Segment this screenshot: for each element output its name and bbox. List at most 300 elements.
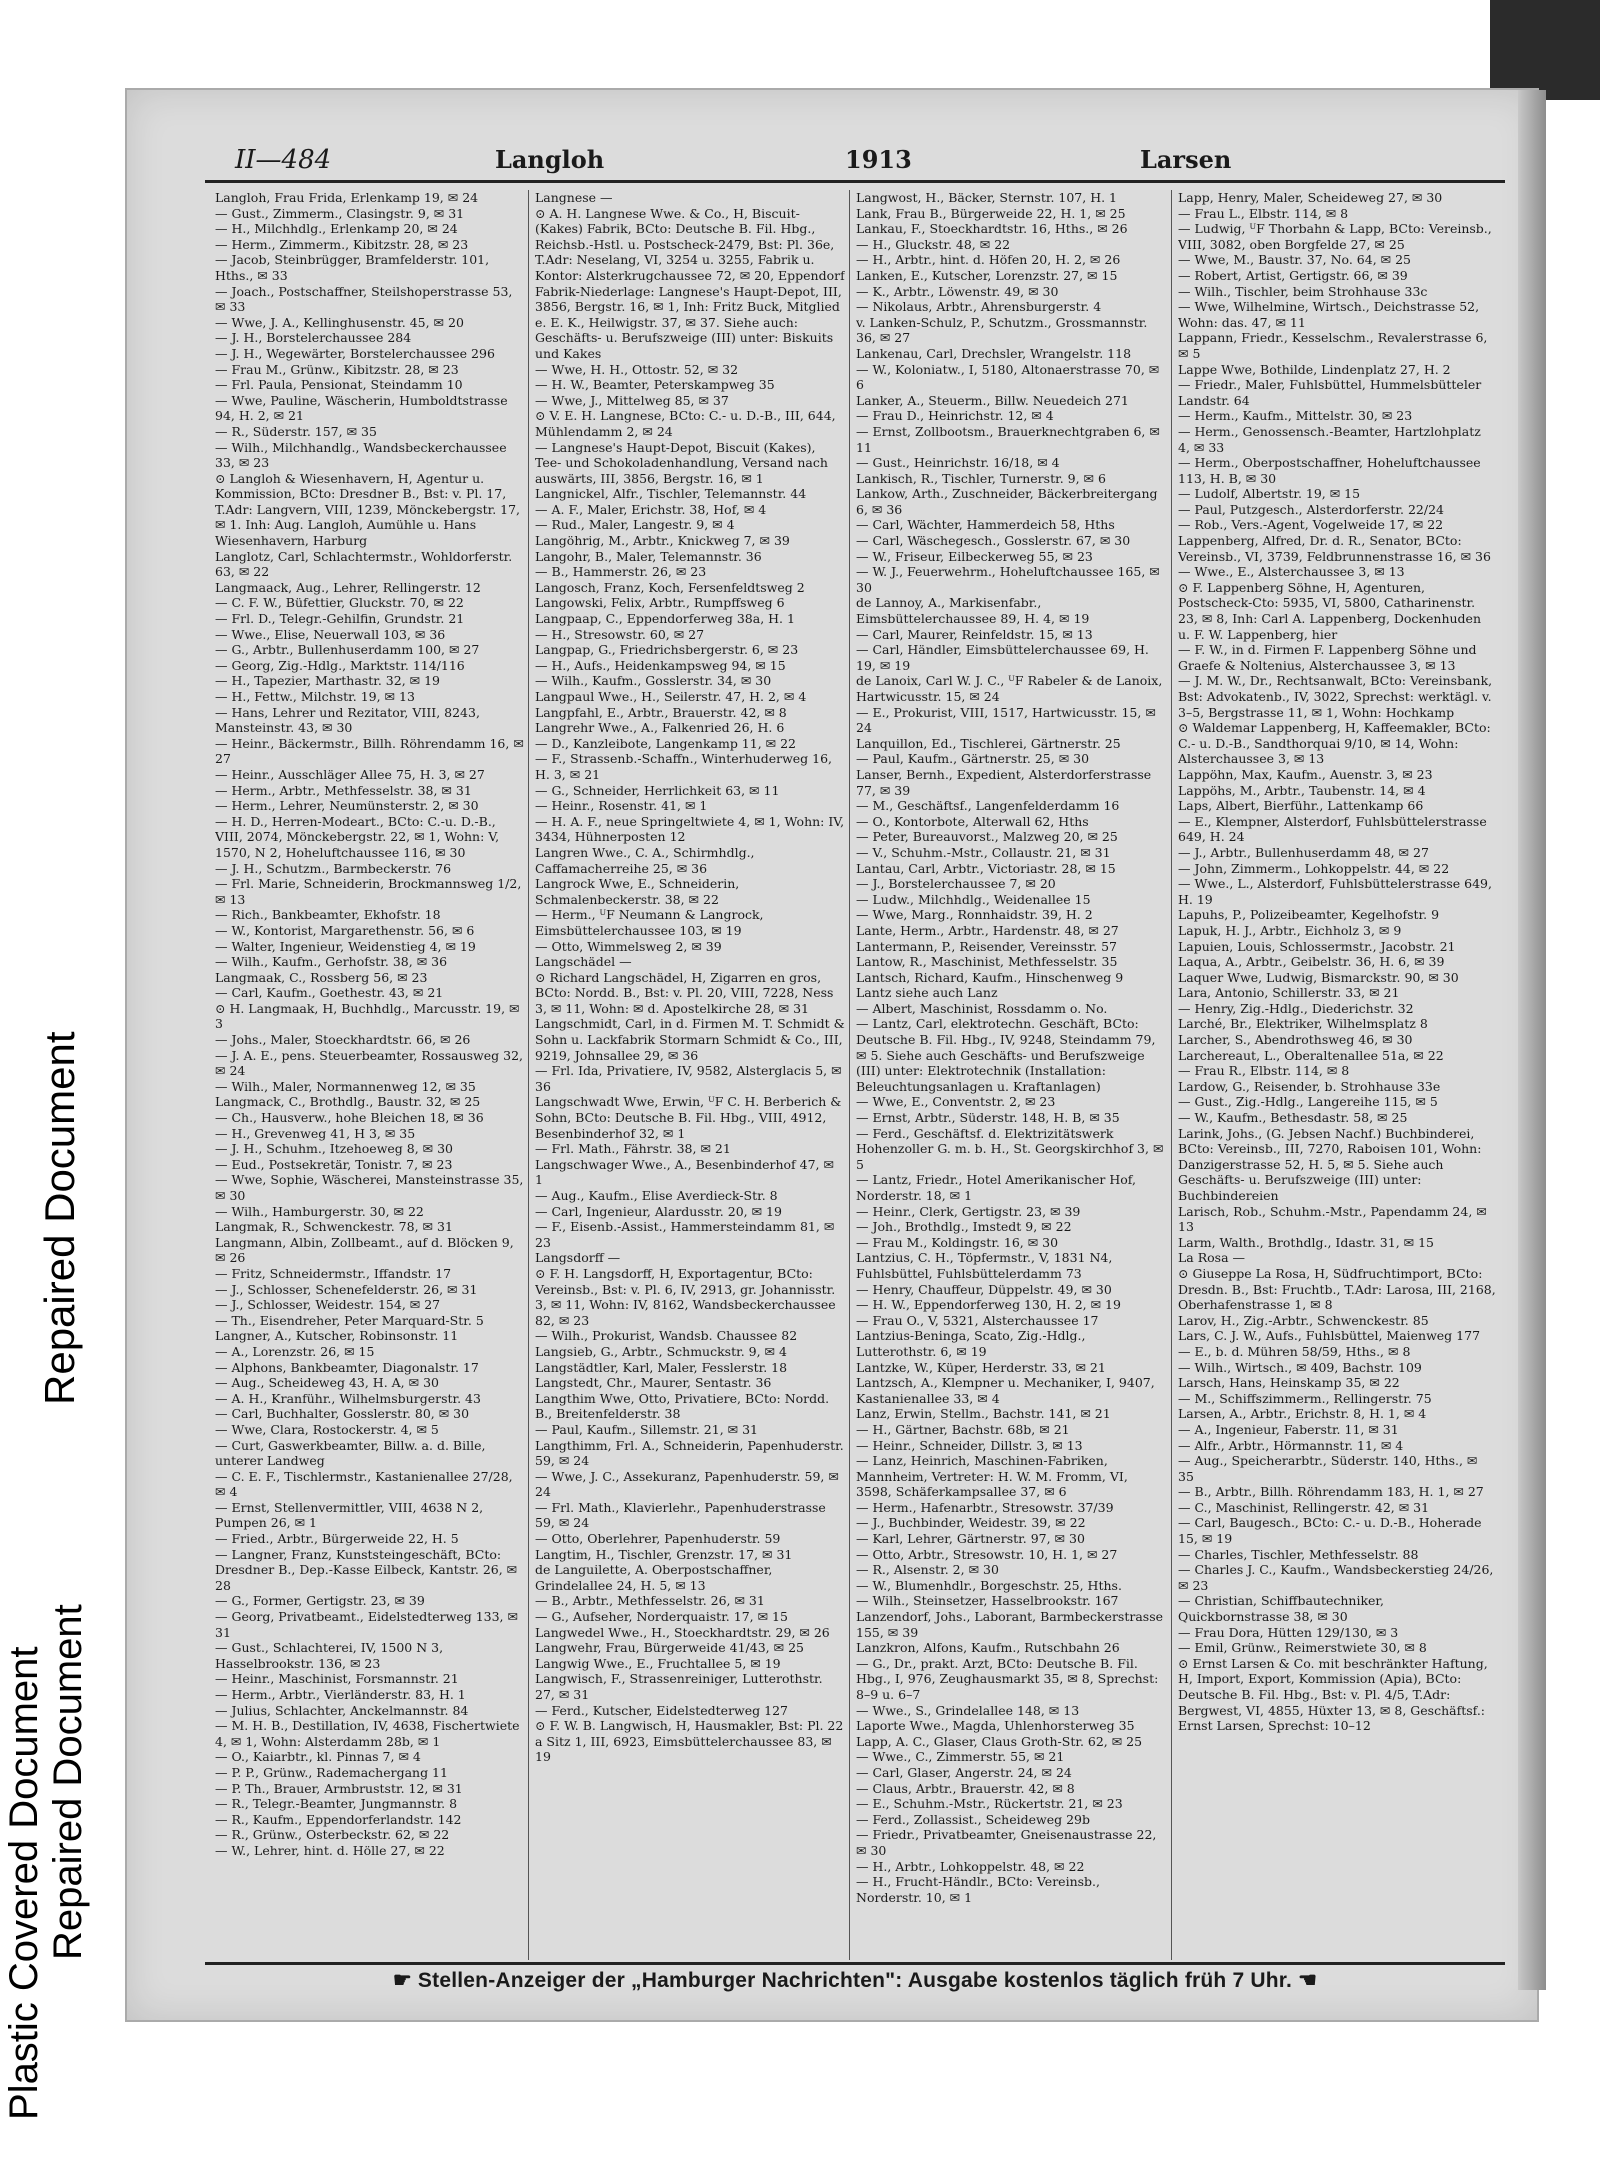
directory-entry: — H. D., Herren-Modeart., BCto: C.-u. D.-B., VIII, 2074, Mönckebergstr. 22, ✉ 1, Wohn: V, 1570, N 2, Hoheluftchaussee 116, ✉ 30 (215, 813, 500, 860)
directory-entry: Lantau, Carl, Arbtr., Victoriastr. 28, ✉ 15 (856, 860, 1116, 876)
directory-entry: — Claus, Arbtr., Brauerstr. 42, ✉ 8 (856, 1780, 1075, 1796)
directory-entry: Lankenau, Carl, Drechsler, Wrangelstr. 118 (856, 345, 1132, 361)
directory-entry: — K., Arbtr., Löwenstr. 49, ✉ 30 (856, 283, 1059, 299)
directory-entry: — R., Grünw., Osterbeckstr. 62, ✉ 22 (215, 1827, 450, 1843)
directory-entry: — Wilh., Wirtsch., ✉ 409, Bachstr. 109 (1178, 1359, 1422, 1375)
directory-entry: — Carl, Wächter, Hammerdeich 58, Hths (856, 517, 1115, 533)
directory-entry: — M., Geschäftsf., Langenfelderdamm 16 (856, 798, 1120, 814)
header-rule (205, 180, 1505, 183)
directory-entry: — H., Grevenweg 41, H 3, ✉ 35 (215, 1125, 416, 1141)
directory-entry: — Frl. Marie, Schneiderin, Brockmannsweg 1/2, ✉ 13 (215, 876, 522, 907)
directory-entry: — H., Gärtner, Bachstr. 68b, ✉ 21 (856, 1421, 1070, 1437)
directory-entry: Langtim, H., Tischler, Grenzstr. 17, ✉ 31 (535, 1546, 793, 1562)
directory-entry: — Frau R., Elbstr. 114, ✉ 8 (1178, 1063, 1350, 1079)
directory-entry: Lanker, A., Steuerm., Billw. Neuedeich 271 (856, 392, 1129, 408)
directory-entry: Langren Wwe., C. A., Schirmhdlg., Caffamacherreihe 25, ✉ 36 (535, 844, 755, 876)
directory-entry: — H., Arbtr., hint. d. Höfen 20, H. 2, ✉ 26 (856, 252, 1121, 268)
directory-entry: — M., Schiffszimmerm., Rellingerstr. 75 (1178, 1390, 1432, 1406)
directory-entry: — J., Schlosser, Schenefelderstr. 26, ✉ 31 (215, 1281, 478, 1297)
directory-entry: — F., Eisenb.-Assist., Hammersteindamm 81, ✉ 23 (535, 1219, 835, 1250)
directory-entry: ⊙ Richard Langschädel, H, Zigarren en gros, BCto: Nordd. B., Bst: v. Pl. 20, VIII, 7228, Ness 3, ✉ 11, Wohn: ✉ d. Apostelkirche 28, ✉ 31 (535, 969, 834, 1016)
directory-entry: Lanken, E., Kutscher, Lorenzstr. 27, ✉ 15 (856, 267, 1118, 283)
directory-entry: — Carl, Ingenieur, Alardusstr. 20, ✉ 19 (535, 1203, 782, 1219)
header-year: 1913 (845, 145, 912, 174)
directory-entry: — Gust., Zig.-Hdlg., Langereihe 115, ✉ 5 (1178, 1094, 1438, 1110)
directory-entry: — Lantz, Friedr., Hotel Amerikanischer Hof, Norderstr. 18, ✉ 1 (856, 1172, 1136, 1203)
directory-entry: Langmack, C., Brothdlg., Baustr. 32, ✉ 25 (215, 1094, 481, 1110)
directory-entry: — J. M. W., Dr., Rechtsanwalt, BCto: Vereinsbank, Bst: Advokatenb., IV, 3022, Sprechst: werktägl. v. 3–5, Bergstrasse 11, ✉ 1, Wohn: Hochkamp (1178, 673, 1493, 720)
directory-entry: — Georg, Privatbeamt., Eidelstedterweg 133, ✉ 31 (215, 1609, 518, 1640)
directory-entry: Lantermann, P., Reisender, Vereinsstr. 57 (856, 938, 1117, 954)
directory-entry: Larsen, A., Arbtr., Erichstr. 8, H. 1, ✉ 4 (1178, 1406, 1427, 1422)
directory-entry: — Heinr., Maschinist, Forsmannstr. 21 (215, 1671, 459, 1687)
directory-entry: — Herm., Oberpostschaffner, Hoheluftchaussee 113, H. B, ✉ 30 (1178, 455, 1481, 486)
directory-entry: Laporte Wwe., Magda, Uhlenhorsterweg 35 (856, 1718, 1135, 1734)
directory-entry: — Otto, Wimmelsweg 2, ✉ 39 (535, 938, 722, 954)
footer-rule (205, 1962, 1505, 1965)
directory-entry: — R., Alsenstr. 2, ✉ 30 (856, 1562, 999, 1578)
directory-entry: — Carl, Maurer, Reinfeldstr. 15, ✉ 13 (856, 626, 1093, 642)
directory-entry: — Karl, Lehrer, Gärtnerstr. 97, ✉ 30 (856, 1531, 1085, 1547)
directory-entry: — Herm., Kaufm., Mittelstr. 30, ✉ 23 (1178, 408, 1413, 424)
directory-entry: Lanz, Erwin, Stellm., Bachstr. 141, ✉ 21 (856, 1406, 1111, 1422)
directory-entry: — H. A. F., neue Springeltwiete 4, ✉ 1, Wohn: IV, 3434, Hühnerposten 12 (535, 813, 845, 845)
directory-entry: — John, Zimmerm., Lohkoppelstr. 44, ✉ 22 (1178, 860, 1450, 876)
directory-entry: — Ernst, Zollbootsm., Brauerknechtgraben 6, ✉ 11 (856, 423, 1160, 455)
directory-entry: — Wilh., Kaufm., Gerhofstr. 38, ✉ 36 (215, 954, 448, 970)
directory-entry: — Georg, Zig.-Hdlg., Marktstr. 114/116 (215, 657, 465, 673)
directory-entry: — Wwe, Clara, Rostockerstr. 4, ✉ 5 (215, 1421, 439, 1437)
directory-entry: — B., Hammerstr. 26, ✉ 23 (535, 564, 707, 580)
directory-entry: — Wwe, J. A., Kellinghusenstr. 45, ✉ 20 (215, 314, 464, 330)
directory-entry: — Herm., Arbtr., Vierländerstr. 83, H. 1 (215, 1687, 466, 1702)
directory-entry: — Ernst, Stellenvermittler, VIII, 4638 N 2, Pumpen 26, ✉ 1 (215, 1499, 484, 1531)
side-label-repaired-1: Repaired Document (46, 1604, 90, 1960)
directory-entry: Langohr, B., Maler, Telemannstr. 36 (535, 548, 762, 564)
directory-entry: — J. H., Schuhm., Itzehoeweg 8, ✉ 30 (215, 1141, 454, 1157)
directory-entry: Langnickel, Alfr., Tischler, Telemannstr. 44 (535, 486, 807, 502)
directory-entry: Larisch, Rob., Schuhm.-Mstr., Papendamm 24, ✉ 13 (1178, 1203, 1487, 1235)
directory-entry: Langloh, Frau Frida, Erlenkamp 19, ✉ 24 (215, 190, 479, 205)
directory-entry: — R., Telegr.-Beamter, Jungmannstr. 8 (215, 1796, 458, 1812)
directory-entry: Lantzsch, A., Klempner u. Mechaniker, I, 9407, Kastanienallee 33, ✉ 4 (856, 1375, 1155, 1406)
directory-entry: — Rich., Bankbeamter, Ekhofstr. 18 (215, 907, 441, 923)
directory-entry: — Th., Eisendreher, Peter Marquard-Str. 5 (215, 1312, 484, 1328)
directory-entry: — Ludwig, ᵁF Thorbahn & Lapp, BCto: Vereinsb., VIII, 3082, oben Borgfelde 27, ✉ 25 (1178, 221, 1492, 252)
directory-entry: Lantzius, C. H., Töpfermstr., V, 1831 N4, Fuhlsbüttel, Fuhlsbüttelerdamm 73 (856, 1250, 1113, 1281)
directory-entry: ⊙ F. Lappenberg Söhne, H, Agenturen, Postscheck-Cto: 5935, VI, 5800, Catharinenstr. 23, ✉ 8, Inh: Carl A. Lappenberg, Dockenhuden u. F. W. Lappenberg, hier (1178, 579, 1482, 642)
directory-entry: Langsdorff — (535, 1250, 621, 1266)
side-labels (0, 880, 120, 2180)
directory-entry: Langpaul Wwe., H., Seilerstr. 47, H. 2, ✉ 4 (535, 689, 807, 704)
directory-entry: Lantz siehe auch Lanz (856, 985, 998, 1001)
directory-entry: — Rud., Maler, Langestr. 9, ✉ 4 (535, 517, 735, 533)
directory-entry: — Langner, Franz, Kunststeingeschäft, BCto: Dresdner B., Dep.-Kasse Eilbeck, Kantstr. 26, ✉ 28 (215, 1546, 518, 1593)
directory-entry: Lappöhn, Max, Kaufm., Auenstr. 3, ✉ 23 (1178, 766, 1433, 782)
directory-entry: — Rob., Vers.-Agent, Vogelweide 17, ✉ 22 (1178, 517, 1444, 533)
directory-entry: — O., Kontorbote, Alterwall 62, Hths (856, 813, 1089, 829)
directory-entry: — G., Aufseher, Norderquaistr. 17, ✉ 15 (535, 1609, 788, 1625)
directory-entry: — Fried., Arbtr., Bürgerweide 22, H. 5 (215, 1531, 459, 1547)
directory-entry: — B., Arbtr., Methfesselstr. 26, ✉ 31 (535, 1593, 765, 1609)
directory-entry: Lappann, Friedr., Kesselschm., Revalerstrasse 6, ✉ 5 (1178, 330, 1488, 361)
directory-entry: Lankau, F., Stoeckhardtstr. 16, Hths., ✉ 26 (856, 221, 1128, 237)
footer-advert: ☛ Stellen-Anzeiger der „Hamburger Nachrichten": Ausgabe kostenlos täglich früh 7 Uhr. ☚ (392, 1969, 1318, 1992)
directory-entry: La Rosa — (1178, 1250, 1246, 1266)
directory-entry: — Curt, Gaswerkbeamter, Billw. a. d. Bille, unterer Landweg (215, 1437, 486, 1469)
directory-entry: — Frl. Ida, Privatiere, IV, 9582, Alsterglacis 5, ✉ 36 (535, 1063, 842, 1094)
directory-entry: — Frl. D., Telegr.-Gehilfin, Grundstr. 21 (215, 611, 465, 627)
directory-entry: Langsieb, G., Arbtr., Schmuckstr. 9, ✉ 4 (535, 1343, 787, 1359)
directory-entry: — H., Tapezier, Marthastr. 32, ✉ 19 (215, 673, 440, 689)
directory-entry: — Aug., Scheideweg 43, H. A, ✉ 30 (215, 1375, 439, 1391)
directory-entry: — Nikolaus, Arbtr., Ahrensburgerstr. 4 (856, 299, 1102, 315)
directory-entry: Langrock Wwe, E., Schneiderin, Schmalenbeckerstr. 38, ✉ 22 (535, 876, 740, 907)
directory-entry: — A. H., Kranführ., Wilhelmsburgerstr. 43 (215, 1390, 481, 1406)
directory-entry: Langrehr Wwe., A., Falkenried 26, H. 6 (535, 720, 785, 736)
directory-entry: Lank, Frau B., Bürgerweide 22, H. 1, ✉ 25 (856, 205, 1126, 221)
directory-entry: — Frau O., V, 5321, Alsterchaussee 17 (856, 1312, 1099, 1328)
directory-entry: Lapp, A. C., Glaser, Claus Groth-Str. 62, ✉ 25 (856, 1733, 1143, 1749)
directory-entry: — Frau D., Heinrichstr. 12, ✉ 4 (856, 408, 1054, 424)
directory-entry: — W., Kontorist, Margarethenstr. 56, ✉ 6 (215, 922, 475, 938)
directory-entry: Lapp, Henry, Maler, Scheideweg 27, ✉ 30 (1178, 190, 1443, 205)
directory-entry: — G., Schneider, Herrlichkeit 63, ✉ 11 (535, 782, 780, 798)
directory-entry: — Heinr., Bäckermstr., Billh. Röhrendamm 16, ✉ 27 (215, 735, 524, 767)
directory-entry: v. Lanken-Schulz, P., Schutzm., Grossmannstr. 36, ✉ 27 (856, 314, 1148, 346)
directory-entry: — Gust., Zimmerm., Clasingstr. 9, ✉ 31 (215, 205, 465, 221)
directory-entry: — Wilh., Steinsetzer, Hasselbrookstr. 167 (856, 1593, 1119, 1609)
directory-entry: — W., Blumenhdlr., Borgeschstr. 25, Hths. (856, 1577, 1122, 1593)
directory-entry: — W., Kaufm., Bethesdastr. 58, ✉ 25 (1178, 1110, 1408, 1126)
directory-entry: — C. F. W., Büfettier, Gluckstr. 70, ✉ 22 (215, 595, 464, 611)
directory-entry: — Heinr., Clerk, Gertigstr. 23, ✉ 39 (856, 1203, 1081, 1219)
directory-entry: Langosch, Franz, Koch, Fersenfeldtsweg 2 (535, 579, 805, 595)
directory-entry: — H., Milchhdlg., Erlenkamp 20, ✉ 24 (215, 221, 458, 237)
directory-entry: — Frau Dora, Hütten 129/130, ✉ 3 (1178, 1624, 1399, 1640)
directory-entry: — Carl, Kaufm., Goethestr. 43, ✉ 21 (215, 985, 444, 1001)
directory-entry: — Ferd., Zollassist., Scheideweg 29b (856, 1811, 1090, 1827)
directory-entry: — A., Ingenieur, Faberstr. 11, ✉ 31 (1178, 1421, 1399, 1437)
directory-entry: — Aug., Kaufm., Elise Averdieck-Str. 8 (535, 1188, 778, 1203)
directory-entry: — Peter, Bureauvorst., Malzweg 20, ✉ 25 (856, 829, 1118, 845)
directory-entry: — V., Schuhm.-Mstr., Collaustr. 21, ✉ 31 (856, 844, 1111, 860)
directory-entry: — Walter, Ingenieur, Weidenstieg 4, ✉ 19 (215, 938, 476, 954)
side-label-plastic-covered: Plastic Covered Document (2, 1646, 46, 2120)
directory-entry: — Alfr., Arbtr., Hörmannstr. 11, ✉ 4 (1178, 1437, 1404, 1453)
directory-entry: ⊙ Giuseppe La Rosa, H, Südfruchtimport, BCto: Dresdn. B., Bst: Fruchtb., T.Adr: Larosa, III, 2168, Oberhafenstrasse 1, ✉ 8 (1178, 1265, 1496, 1313)
directory-entry: — H., Frucht-Händlr., BCto: Vereinsb., Norderstr. 10, ✉ 1 (856, 1874, 1100, 1905)
directory-entry: ⊙ V. E. H. Langnese, BCto: C.- u. D.-B., III, 644, Mühlendamm 2, ✉ 24 (535, 408, 836, 439)
directory-entry: — Friedr., Maler, Fuhlsbüttel, Hummelsbütteler Landstr. 64 (1178, 377, 1482, 408)
directory-entry: ⊙ F. W. B. Langwisch, H, Hausmakler, Bst: Pl. 22 a Sitz 1, III, 6923, Eimsbüttelerchaussee 83, ✉ 19 (535, 1718, 844, 1765)
directory-entry: Langstedt, Chr., Maurer, Sentastr. 36 (535, 1375, 772, 1391)
directory-entry: Laps, Albert, Bierführ., Lattenkamp 66 (1178, 798, 1424, 814)
directory-entry: — E., b. d. Mühren 58/59, Hths., ✉ 8 (1178, 1343, 1411, 1359)
directory-entry: — H. W., Beamter, Peterskampweg 35 (535, 377, 775, 393)
directory-entry: — Charles J. C., Kaufm., Wandsbeckerstieg 24/26, ✉ 23 (1178, 1562, 1494, 1593)
directory-entry: — W., Koloniatw., I, 5180, Altonaerstrasse 70, ✉ 6 (856, 361, 1160, 393)
directory-entry: Lante, Herm., Arbtr., Hardenstr. 48, ✉ 27 (856, 922, 1119, 938)
directory-entry: — H., Gluckstr. 48, ✉ 22 (856, 236, 1011, 252)
directory-entry: — A. F., Maler, Erichstr. 38, Hof, ✉ 4 (535, 501, 767, 517)
directory-entry: — Paul, Kaufm., Sillemstr. 21, ✉ 31 (535, 1421, 759, 1437)
directory-entry: Langmak, R., Schwenckestr. 78, ✉ 31 (215, 1219, 453, 1235)
directory-entry: — Joh., Brothdlg., Imstedt 9, ✉ 22 (856, 1219, 1072, 1235)
directory-entry: — Gust., Schlachterei, IV, 1500 N 3, Hasselbrookstr. 136, ✉ 23 (215, 1640, 444, 1671)
directory-entry: de Lannoy, A., Markisenfabr., Eimsbüttelerchaussee 89, H. 4, ✉ 19 (856, 595, 1090, 627)
directory-column-3 (856, 190, 1166, 1960)
directory-entry: — J., Arbtr., Bullenhuserdamm 48, ✉ 27 (1178, 844, 1429, 860)
header-last-name: Larsen (1140, 145, 1232, 174)
directory-entry: Larsch, Hans, Heinskamp 35, ✉ 22 (1178, 1375, 1400, 1391)
directory-entry: — Wilh., Kaufm., Gosslerstr. 34, ✉ 30 (535, 673, 772, 689)
directory-entry: — W., Lehrer, hint. d. Hölle 27, ✉ 22 (215, 1842, 445, 1858)
directory-entry: — Friedr., Privatbeamter, Gneisenaustrasse 22, ✉ 30 (856, 1827, 1157, 1858)
side-label-repaired-2: Repaired Document (36, 1031, 83, 1405)
column-divider (849, 190, 850, 1960)
directory-entry: — R., Kaufm., Eppendorferlandstr. 142 (215, 1811, 462, 1827)
directory-entry: Langöhrig, M., Arbtr., Knickweg 7, ✉ 39 (535, 533, 790, 549)
directory-entry: Langschwager Wwe., A., Besenbinderhof 47, ✉ 1 (535, 1156, 834, 1188)
directory-entry: — Wwe, E., Conventstr. 2, ✉ 23 (856, 1094, 1056, 1110)
directory-entry: — H. W., Eppendorferweg 130, H. 2, ✉ 19 (856, 1297, 1121, 1313)
directory-entry: Lanquillon, Ed., Tischlerei, Gärtnerstr. 25 (856, 735, 1121, 751)
directory-entry: Langmaak, C., Rossberg 56, ✉ 23 (215, 969, 428, 985)
directory-entry: Lappöhs, M., Arbtr., Taubenstr. 14, ✉ 4 (1178, 782, 1426, 798)
directory-entry: — Heinr., Ausschläger Allee 75, H. 3, ✉ 27 (215, 766, 485, 782)
directory-entry: de Lanoix, Carl W. J. C., ᵁF Rabeler & de Lanoix, Hartwicusstr. 15, ✉ 24 (856, 673, 1163, 704)
directory-entry: — Fritz, Schneidermstr., Iffandstr. 17 (215, 1265, 452, 1281)
directory-entry: Lantow, R., Maschinist, Methfesselstr. 35 (856, 954, 1118, 970)
directory-entry: — Gust., Heinrichstr. 16/18, ✉ 4 (856, 455, 1060, 471)
directory-entry: — Herm., Zimmerm., Kibitzstr. 28, ✉ 23 (215, 236, 469, 252)
directory-entry: — G., Arbtr., Bullenhuserdamm 100, ✉ 27 (215, 642, 480, 658)
directory-entry: — P. P., Grünw., Rademachergang 11 (215, 1764, 448, 1780)
directory-entry: Langthimm, Frl. A., Schneiderin, Papenhuderstr. 59, ✉ 24 (535, 1437, 844, 1469)
directory-column-4 (1178, 190, 1496, 1960)
directory-entry: — Ch., Hausverw., hohe Bleichen 18, ✉ 36 (215, 1110, 484, 1126)
directory-entry: — D., Kanzleibote, Langenkamp 11, ✉ 22 (535, 735, 796, 751)
directory-entry: — E., Prokurist, VIII, 1517, Hartwicusstr. 15, ✉ 24 (856, 704, 1156, 736)
page-number: II—484 (235, 145, 332, 175)
directory-entry: Lanser, Bernh., Expedient, Alsterdorferstrasse 77, ✉ 39 (856, 766, 1152, 798)
directory-entry: — Christian, Schiffbautechniker, Quickbornstrasse 38, ✉ 30 (1178, 1593, 1385, 1625)
directory-entry: ⊙ F. H. Langsdorff, H, Exportagentur, BCto: Vereinsb., Bst: v. Pl. 6, IV, 2913, gr. Johannisstr. 3, ✉ 11, Wohn: IV, 8162, Wandsbeckerchaussee 82, ✉ 23 (535, 1265, 836, 1328)
directory-entry: Lantzius-Beninga, Scato, Zig.-Hdlg., Lutterothstr. 6, ✉ 19 (856, 1328, 1086, 1359)
directory-entry: — H., Aufs., Heidenkampsweg 94, ✉ 15 (535, 657, 786, 673)
directory-entry: Langmaack, Aug., Lehrer, Rellingerstr. 12 (215, 579, 481, 595)
directory-entry: — Wwe., C., Zimmerstr. 55, ✉ 21 (856, 1749, 1065, 1765)
directory-entry: — Frau M., Koldingstr. 16, ✉ 30 (856, 1234, 1059, 1250)
directory-entry: — Paul, Kaufm., Gärtnerstr. 25, ✉ 30 (856, 751, 1090, 767)
directory-entry: — Frau M., Grünw., Kibitzstr. 28, ✉ 23 (215, 361, 459, 377)
directory-entry: — Carl, Baugesch., BCto: C.- u. D.-B., Hoherade 15, ✉ 19 (1178, 1515, 1482, 1547)
directory-entry: — Ferd., Geschäftsf. d. Elektrizitätswerk Hohenzoller G. m. b. H., St. Georgskirchhof 3, ✉ 5 (856, 1125, 1164, 1172)
directory-entry: — Alphons, Bankbeamter, Diagonalstr. 17 (215, 1359, 479, 1375)
directory-entry: Lankow, Arth., Zuschneider, Bäckerbreitergang 6, ✉ 36 (856, 486, 1158, 517)
directory-entry: Langner, A., Kutscher, Robinsonstr. 11 (215, 1328, 459, 1344)
directory-entry: Langwisch, F., Strassenreiniger, Lutterothstr. 27, ✉ 31 (535, 1671, 823, 1702)
directory-entry: Lars, C. J. W., Aufs., Fuhlsbüttel, Maienweg 177 (1178, 1328, 1481, 1344)
directory-entry: — Frl. Math., Fährstr. 38, ✉ 21 (535, 1141, 731, 1157)
directory-entry: — Wwe, Marg., Ronnhaidstr. 39, H. 2 (856, 907, 1093, 923)
directory-entry: Lankisch, R., Tischler, Turnerstr. 9, ✉ 6 (856, 470, 1106, 486)
directory-entry: — Ludw., Milchhdlg., Weidenallee 15 (856, 891, 1091, 907)
directory-entry: — F. W., in d. Firmen F. Lappenberg Söhne und Graefe & Noltenius, Alsterchaussee 3, ✉ 13 (1178, 642, 1477, 673)
directory-entry: Larm, Walth., Brothdlg., Idastr. 31, ✉ 15 (1178, 1234, 1434, 1250)
directory-entry: — Herm., Hafenarbtr., Stresowstr. 37/39 (856, 1499, 1114, 1515)
directory-entry: ⊙ A. H. Langnese Wwe. & Co., H, Biscuit-(Kakes) Fabrik, BCto: Deutsche B. Fil. Hbg., Reichsb.-Hstl. u. Postscheck-2479, Bst: Pl. 36e, T.Adr: Neselang, VI, 3254 u. 3255, Fabrik u. Kontor: Alsterkrugchaussee 72, ✉ 20, Eppendorf Fabrik-Niederlage: Langnese's Haupt-Depot, III, 3856, Bergstr. 16, ✉ 1, Inh: Fritz Buck, Mitglied e. E. K., Heilwigstr. 37, ✉ 37. Siehe auch: Geschäfts- u. Berufszweige (III) unter: Biskuits und Kakes (535, 205, 845, 361)
directory-entry: Larcher, S., Abendrothsweg 46, ✉ 30 (1178, 1032, 1413, 1048)
directory-entry: — Wwe, H. H., Ottostr. 52, ✉ 32 (535, 361, 739, 377)
directory-entry: Lappenberg, Alfred, Dr. d. R., Senator, BCto: Vereinsb., VI, 3739, Feldbrunnenstrasse 16, ✉ 36 (1178, 533, 1491, 564)
directory-entry: — A., Lorenzstr. 26, ✉ 15 (215, 1343, 375, 1359)
directory-entry: — P. Th., Brauer, Armbruststr. 12, ✉ 31 (215, 1780, 463, 1796)
directory-entry: Larché, Br., Elektriker, Wilhelmsplatz 8 (1178, 1016, 1428, 1032)
directory-entry: Lappe Wwe, Bothilde, Lindenplatz 27, H. 2 (1178, 361, 1451, 377)
directory-entry: Langschwadt Wwe, Erwin, ᵁF C. H. Berberich & Sohn, BCto: Deutsche B. Fil. Hbg., VIII, 4912, Besenbinderhof 32, ✉ 1 (535, 1094, 842, 1141)
directory-entry: — J. H., Schutzm., Barmbeckerstr. 76 (215, 860, 452, 876)
directory-entry: — Henry, Zig.-Hdlg., Diederichstr. 32 (1178, 1000, 1414, 1016)
directory-entry: Langnese — (535, 190, 613, 205)
directory-entry: — Charles, Tischler, Methfesselstr. 88 (1178, 1546, 1419, 1562)
directory-entry: — Wwe., L., Alsterdorf, Fuhlsbüttelerstrasse 649, H. 19 (1178, 876, 1492, 907)
directory-entry: — Emil, Grünw., Reimerstwiete 30, ✉ 8 (1178, 1640, 1427, 1656)
directory-entry: — Johs., Maler, Stoeckhardtstr. 66, ✉ 26 (215, 1032, 471, 1048)
directory-entry: — H., Stresowstr. 60, ✉ 27 (535, 626, 705, 642)
directory-entry: — Frau L., Elbstr. 114, ✉ 8 (1178, 205, 1349, 221)
directory-entry: — Carl, Glaser, Angerstr. 24, ✉ 24 (856, 1764, 1072, 1780)
directory-entry: — Wwe., Elise, Neuerwall 103, ✉ 36 (215, 626, 446, 642)
directory-entry: — Eud., Postsekretär, Tonistr. 7, ✉ 23 (215, 1156, 453, 1172)
directory-entry: ⊙ Langloh & Wiesenhavern, H, Agentur u. Kommission, BCto: Dresdner B., Bst: v. Pl. 17, T.Adr: Langvern, VIII, 1239, Mönckebergstr. 17, ✉ 1. Inh: Aug. Langloh, Aumühle u. Hans Wiesenhavern, Harburg (215, 470, 521, 549)
directory-entry: Lanzkron, Alfons, Kaufm., Rutschbahn 26 (856, 1640, 1120, 1656)
directory-entry: — Herm., Lehrer, Neumünsterstr. 2, ✉ 30 (215, 798, 479, 814)
directory-entry: ⊙ Ernst Larsen & Co. mit beschränkter Haftung, H, Import, Export, Kommission (Apia), BCto: Deutsche B. Fil. Hbg., Bst: v. Pl. 4/5, T.Adr: Bergwest, VI, 4855, Hüxter 13, ✉ 8, Geschäftsf.: Ernst Larsen, Sprechst: 10–12 (1178, 1655, 1488, 1734)
directory-entry: — M. H. B., Destillation, IV, 4638, Fischertwiete 4, ✉ 1, Wohn: Alsterdamm 28b, ✉ 1 (215, 1718, 520, 1749)
directory-entry: — C. E. F., Tischlermstr., Kastanienallee 27/28, ✉ 4 (215, 1468, 513, 1500)
directory-entry: ⊙ Waldemar Lappenberg, H, Kaffeemakler, BCto: C.- u. D.-B., Sandthorquai 9/10, ✉ 14, Wohn: Alsterchaussee 3, ✉ 13 (1178, 720, 1491, 767)
directory-entry: — J., Schlosser, Weidestr. 154, ✉ 27 (215, 1297, 441, 1313)
directory-entry: — Otto, Arbtr., Stresowstr. 10, H. 1, ✉ 27 (856, 1546, 1118, 1562)
directory-entry: Lantzke, W., Küper, Herderstr. 33, ✉ 21 (856, 1359, 1106, 1375)
directory-entry: — J. H., Wegewärter, Borstelerchaussee 296 (215, 345, 495, 361)
directory-entry: — Herm., Genossensch.-Beamter, Hartzlohplatz 4, ✉ 33 (1178, 423, 1481, 455)
directory-entry: Lapuien, Louis, Schlossermstr., Jacobstr. 21 (1178, 938, 1456, 954)
directory-entry: Lapuhs, P., Polizeibeamter, Kegelhofstr. 9 (1178, 907, 1440, 923)
directory-entry: — Wwe., E., Alsterchaussee 3, ✉ 13 (1178, 564, 1405, 580)
directory-entry: — Wwe, J. C., Assekuranz, Papenhuderstr. 59, ✉ 24 (535, 1468, 839, 1500)
directory-entry: de Languilette, A. Oberpostschaffner, Grindelallee 24, H. 5, ✉ 13 (535, 1562, 773, 1593)
scanner-edge-shadow (1490, 0, 1600, 100)
directory-entry: Larchereaut, L., Oberaltenallee 51a, ✉ 22 (1178, 1047, 1444, 1063)
directory-entry: Langlotz, Carl, Schlachtermstr., Wohldorferstr. 63, ✉ 22 (215, 548, 513, 580)
directory-entry: Langpfahl, E., Arbtr., Brauerstr. 42, ✉ 8 (535, 704, 787, 720)
directory-entry: Lara, Antonio, Schillerstr. 33, ✉ 21 (1178, 985, 1400, 1001)
column-divider (528, 190, 529, 1960)
directory-entry: Lapuk, H. J., Arbtr., Eichholz 3, ✉ 9 (1178, 922, 1402, 938)
directory-entry: — Wwe, J., Mittelweg 85, ✉ 37 (535, 392, 729, 408)
directory-entry: Langpaap, C., Eppendorferweg 38a, H. 1 (535, 611, 795, 627)
directory-entry: — Robert, Artist, Gertigstr. 66, ✉ 39 (1178, 267, 1408, 283)
directory-entry: — W., Friseur, Eilbeckerweg 55, ✉ 23 (856, 548, 1093, 564)
directory-entry: — Otto, Oberlehrer, Papenhuderstr. 59 (535, 1531, 781, 1547)
directory-entry: — Wilh., Tischler, beim Strohhause 33c (1178, 283, 1428, 299)
directory-entry: — Aug., Speicherarbtr., Süderstr. 140, Hths., ✉ 35 (1178, 1453, 1478, 1484)
directory-entry: — Heinr., Rosenstr. 41, ✉ 1 (535, 798, 708, 814)
directory-entry: — J., Borstelerchaussee 7, ✉ 20 (856, 876, 1056, 892)
directory-entry: Laquer Wwe, Ludwig, Bismarckstr. 90, ✉ 30 (1178, 969, 1459, 985)
directory-entry: — Lantz, Carl, elektrotechn. Geschäft, BCto: Deutsche B. Fil. Hbg., IV, 9248, Steindamm 79, ✉ 5. Siehe auch Geschäfts- und Berufszweige (III) unter: Elektrotechnik (Installation: Beleuchtungsanlagen u. Kraftanlagen) (856, 1016, 1156, 1094)
directory-entry: — Wilh., Milchhandlg., Wandsbeckerchaussee 33, ✉ 23 (215, 439, 507, 471)
directory-entry: Lanzendorf, Johs., Laborant, Barmbeckerstrasse 155, ✉ 39 (856, 1609, 1164, 1640)
directory-entry: Langmann, Albin, Zollbeamt., auf d. Blöcken 9, ✉ 26 (215, 1234, 514, 1266)
directory-entry: Langschmidt, Carl, in d. Firmen M. T. Schmidt & Sohn u. Lackfabrik Stormarn Schmidt & Co., III, 9219, Johnsallee 29, ✉ 36 (535, 1016, 845, 1063)
directory-entry: — G., Former, Gertigstr. 23, ✉ 39 (215, 1593, 425, 1609)
directory-entry: — H., Fettw., Milchstr. 19, ✉ 13 (215, 689, 415, 704)
directory-entry: Larov, H., Zig.-Arbtr., Schwenckestr. 85 (1178, 1312, 1429, 1328)
directory-entry: — Jacob, Steinbrügger, Bramfelderstr. 101, Hths., ✉ 33 (215, 252, 490, 283)
directory-entry: Laqua, A., Arbtr., Geibelstr. 36, H. 6, ✉ 39 (1178, 954, 1445, 970)
directory-entry: Lardow, G., Reisender, b. Strohhause 33e (1178, 1078, 1441, 1094)
directory-entry: Langwedel Wwe., H., Stoeckhardtstr. 29, ✉ 26 (535, 1624, 830, 1640)
directory-entry: — Albert, Maschinist, Rossdamm o. No. (856, 1000, 1108, 1016)
directory-entry: — Wilh., Hamburgerstr. 30, ✉ 22 (215, 1203, 424, 1219)
directory-entry: — R., Süderstr. 157, ✉ 35 (215, 423, 377, 439)
directory-entry: Lantsch, Richard, Kaufm., Hinschenweg 9 (856, 969, 1124, 985)
directory-entry: — Heinr., Schneider, Dillstr. 3, ✉ 13 (856, 1437, 1083, 1453)
directory-entry: — E., Klempner, Alsterdorf, Fuhlsbüttelerstrasse 649, H. 24 (1178, 813, 1487, 845)
directory-entry: — Langnese's Haupt-Depot, Biscuit (Kakes), Tee- und Schokoladenhandlung, Versand nach auswärts, III, 3856, Bergstr. 16, ✉ 1 (535, 439, 828, 486)
directory-entry: — Wwe, Pauline, Wäscherin, Humboldtstrasse 94, H. 2, ✉ 21 (215, 392, 508, 424)
directory-entry: — C., Maschinist, Rellingerstr. 42, ✉ 31 (1178, 1499, 1430, 1515)
directory-entry: Langpap, G., Friedrichsbergerstr. 6, ✉ 23 (535, 642, 799, 658)
directory-entry: — Wwe, Sophie, Wäscherei, Mansteinstrasse 35, ✉ 30 (215, 1172, 524, 1203)
directory-column-1 (215, 190, 525, 1960)
directory-entry: — Hans, Lehrer und Rezitator, VIII, 8243, Mansteinstr. 43, ✉ 30 (215, 704, 480, 736)
directory-entry: — Wwe, Wilhelmine, Wirtsch., Deichstrasse 52, Wohn: das. 47, ✉ 11 (1178, 299, 1480, 330)
running-header (205, 145, 1505, 185)
directory-entry: — Herm., ᵁF Neumann & Langrock, Eimsbüttelerchaussee 103, ✉ 19 (535, 907, 764, 938)
directory-entry: — Ferd., Kutscher, Eidelstedterweg 127 (535, 1702, 788, 1718)
directory-entry: Langschädel — (535, 954, 632, 970)
directory-entry: — J. H., Borstelerchaussee 284 (215, 330, 412, 346)
directory-entry: — W. J., Feuerwehrm., Hoheluftchaussee 165, ✉ 30 (856, 564, 1160, 595)
directory-entry: — Ludolf, Albertstr. 19, ✉ 15 (1178, 486, 1361, 502)
directory-entry: — Lanz, Heinrich, Maschinen-Fabriken, Mannheim, Vertreter: H. W. M. Fromm, VI, 3598, Schäferkampsallee 37, ✉ 6 (856, 1453, 1128, 1500)
directory-entry: — Wwe., S., Grindelallee 148, ✉ 13 (856, 1702, 1080, 1718)
directory-entry: — F., Strassenb.-Schaffn., Winterhuderweg 16, H. 3, ✉ 21 (535, 751, 833, 782)
directory-entry: — Julius, Schlachter, Anckelmannstr. 84 (215, 1702, 469, 1718)
directory-entry: — E., Schuhm.-Mstr., Rückertstr. 21, ✉ 23 (856, 1796, 1123, 1812)
directory-entry: Langwig Wwe., E., Fruchtallee 5, ✉ 19 (535, 1655, 781, 1671)
directory-entry: — Wilh., Maler, Normannenweg 12, ✉ 35 (215, 1078, 476, 1094)
directory-entry: — B., Arbtr., Billh. Röhrendamm 183, H. 1, ✉ 27 (1178, 1484, 1484, 1500)
directory-entry: — H., Arbtr., Lohkoppelstr. 48, ✉ 22 (856, 1858, 1085, 1874)
directory-entry: — Wwe, M., Baustr. 37, No. 64, ✉ 25 (1178, 252, 1412, 268)
directory-column-2 (535, 190, 845, 1960)
directory-entry: — Wilh., Prokurist, Wandsb. Chaussee 82 (535, 1328, 798, 1344)
directory-entry: — Herm., Arbtr., Methfesselstr. 38, ✉ 31 (215, 782, 472, 798)
directory-entry: — G., Dr., prakt. Arzt, BCto: Deutsche B. Fil. Hbg., I, 976, Zeughausmarkt 35, ✉ 8, Sprechst: 8–9 u. 6–7 (856, 1655, 1159, 1702)
directory-entry: — J., Buchbinder, Weidestr. 39, ✉ 22 (856, 1515, 1086, 1531)
column-divider (1171, 190, 1172, 1960)
directory-entry: — Joach., Postschaffner, Steilshoperstrasse 53, ✉ 33 (215, 283, 513, 315)
directory-entry: — J. A. E., pens. Steuerbeamter, Rossausweg 32, ✉ 24 (215, 1047, 524, 1079)
directory-entry: — Paul, Putzgesch., Alsterdorferstr. 22/24 (1178, 501, 1444, 517)
directory-entry: — Henry, Chauffeur, Düppelstr. 49, ✉ 30 (856, 1281, 1112, 1297)
